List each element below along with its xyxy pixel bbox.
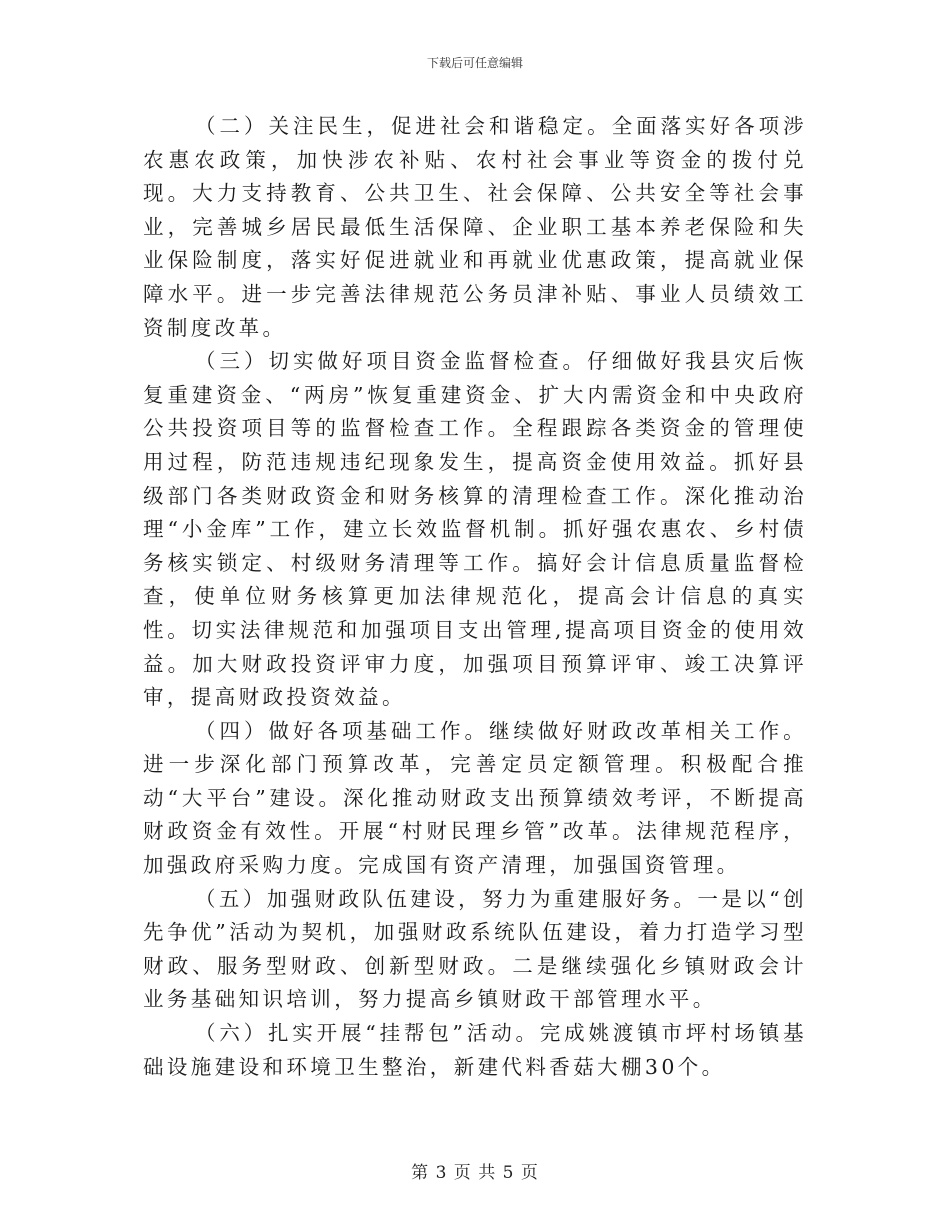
page-number-footer: 第 3 页 共 5 页: [411, 1163, 539, 1183]
document-body: [143, 110, 807, 1084]
paragraph-3: （三）切实做好项目资金监督检查。仔细做好我县灾后恢复重建资金、“两房”恢复重建资金、扩大内需资金和中央政府公共投资项目等的监督检查工作。全程跟踪各类资金的管理使用过程，防范违规违纪现象发生，提高资金使用效益。抓好县级部门各类财政资金和财务核算的清理检查工作。深化推动治理“小金库”工作，建立长效监督机制。抓好强农惠农、乡村债务核实锁定、村级财务清理等工作。搞好会计信息质量监督检查，使单位财务核算更加法律规范化，提高会计信息的真实性。切实法律规范和加强项目支出管理,提高项目资金的使用效益。加大财政投资评审力度，加强项目预算评审、竣工决算评审，提高财政投资效益。: [143, 349, 807, 710]
page-header-note: 下载后可任意编辑: [426, 56, 523, 70]
paragraph-2: （二）关注民生，促进社会和谐稳定。全面落实好各项涉农惠农政策，加快涉农补贴、农村社会事业等资金的拨付兑现。大力支持教育、公共卫生、社会保障、公共安全等社会事业，完善城乡居民最低生活保障、企业职工基本养老保险和失业保险制度，落实好促进就业和再就业优惠政策，提高就业保障水平。进一步完善法律规范公务员津补贴、事业人员绩效工资制度改革。: [143, 114, 807, 340]
paragraph-5: （五）加强财政队伍建设，努力为重建服好务。一是以“创先争优”活动为契机，加强财政系统队伍建设，着力打造学习型财政、服务型财政、创新型财政。二是继续强化乡镇财政会计业务基础知识培训，努力提高乡镇财政干部管理水平。: [143, 886, 807, 1012]
paragraph-4: （四）做好各项基础工作。继续做好财政改革相关工作。进一步深化部门预算改革，完善定员定额管理。积极配合推动“大平台”建设。深化推动财政支出预算绩效考评，不断提高财政资金有效性。开展“村财民理乡管”改革。法律规范程序，加强政府采购力度。完成国有资产清理，加强国资管理。: [143, 718, 807, 878]
paragraph-6: （六）扎实开展“挂帮包”活动。完成姚渡镇市坪村场镇基础设施建设和环境卫生整治，新建代料香菇大棚30个。: [143, 1021, 807, 1079]
